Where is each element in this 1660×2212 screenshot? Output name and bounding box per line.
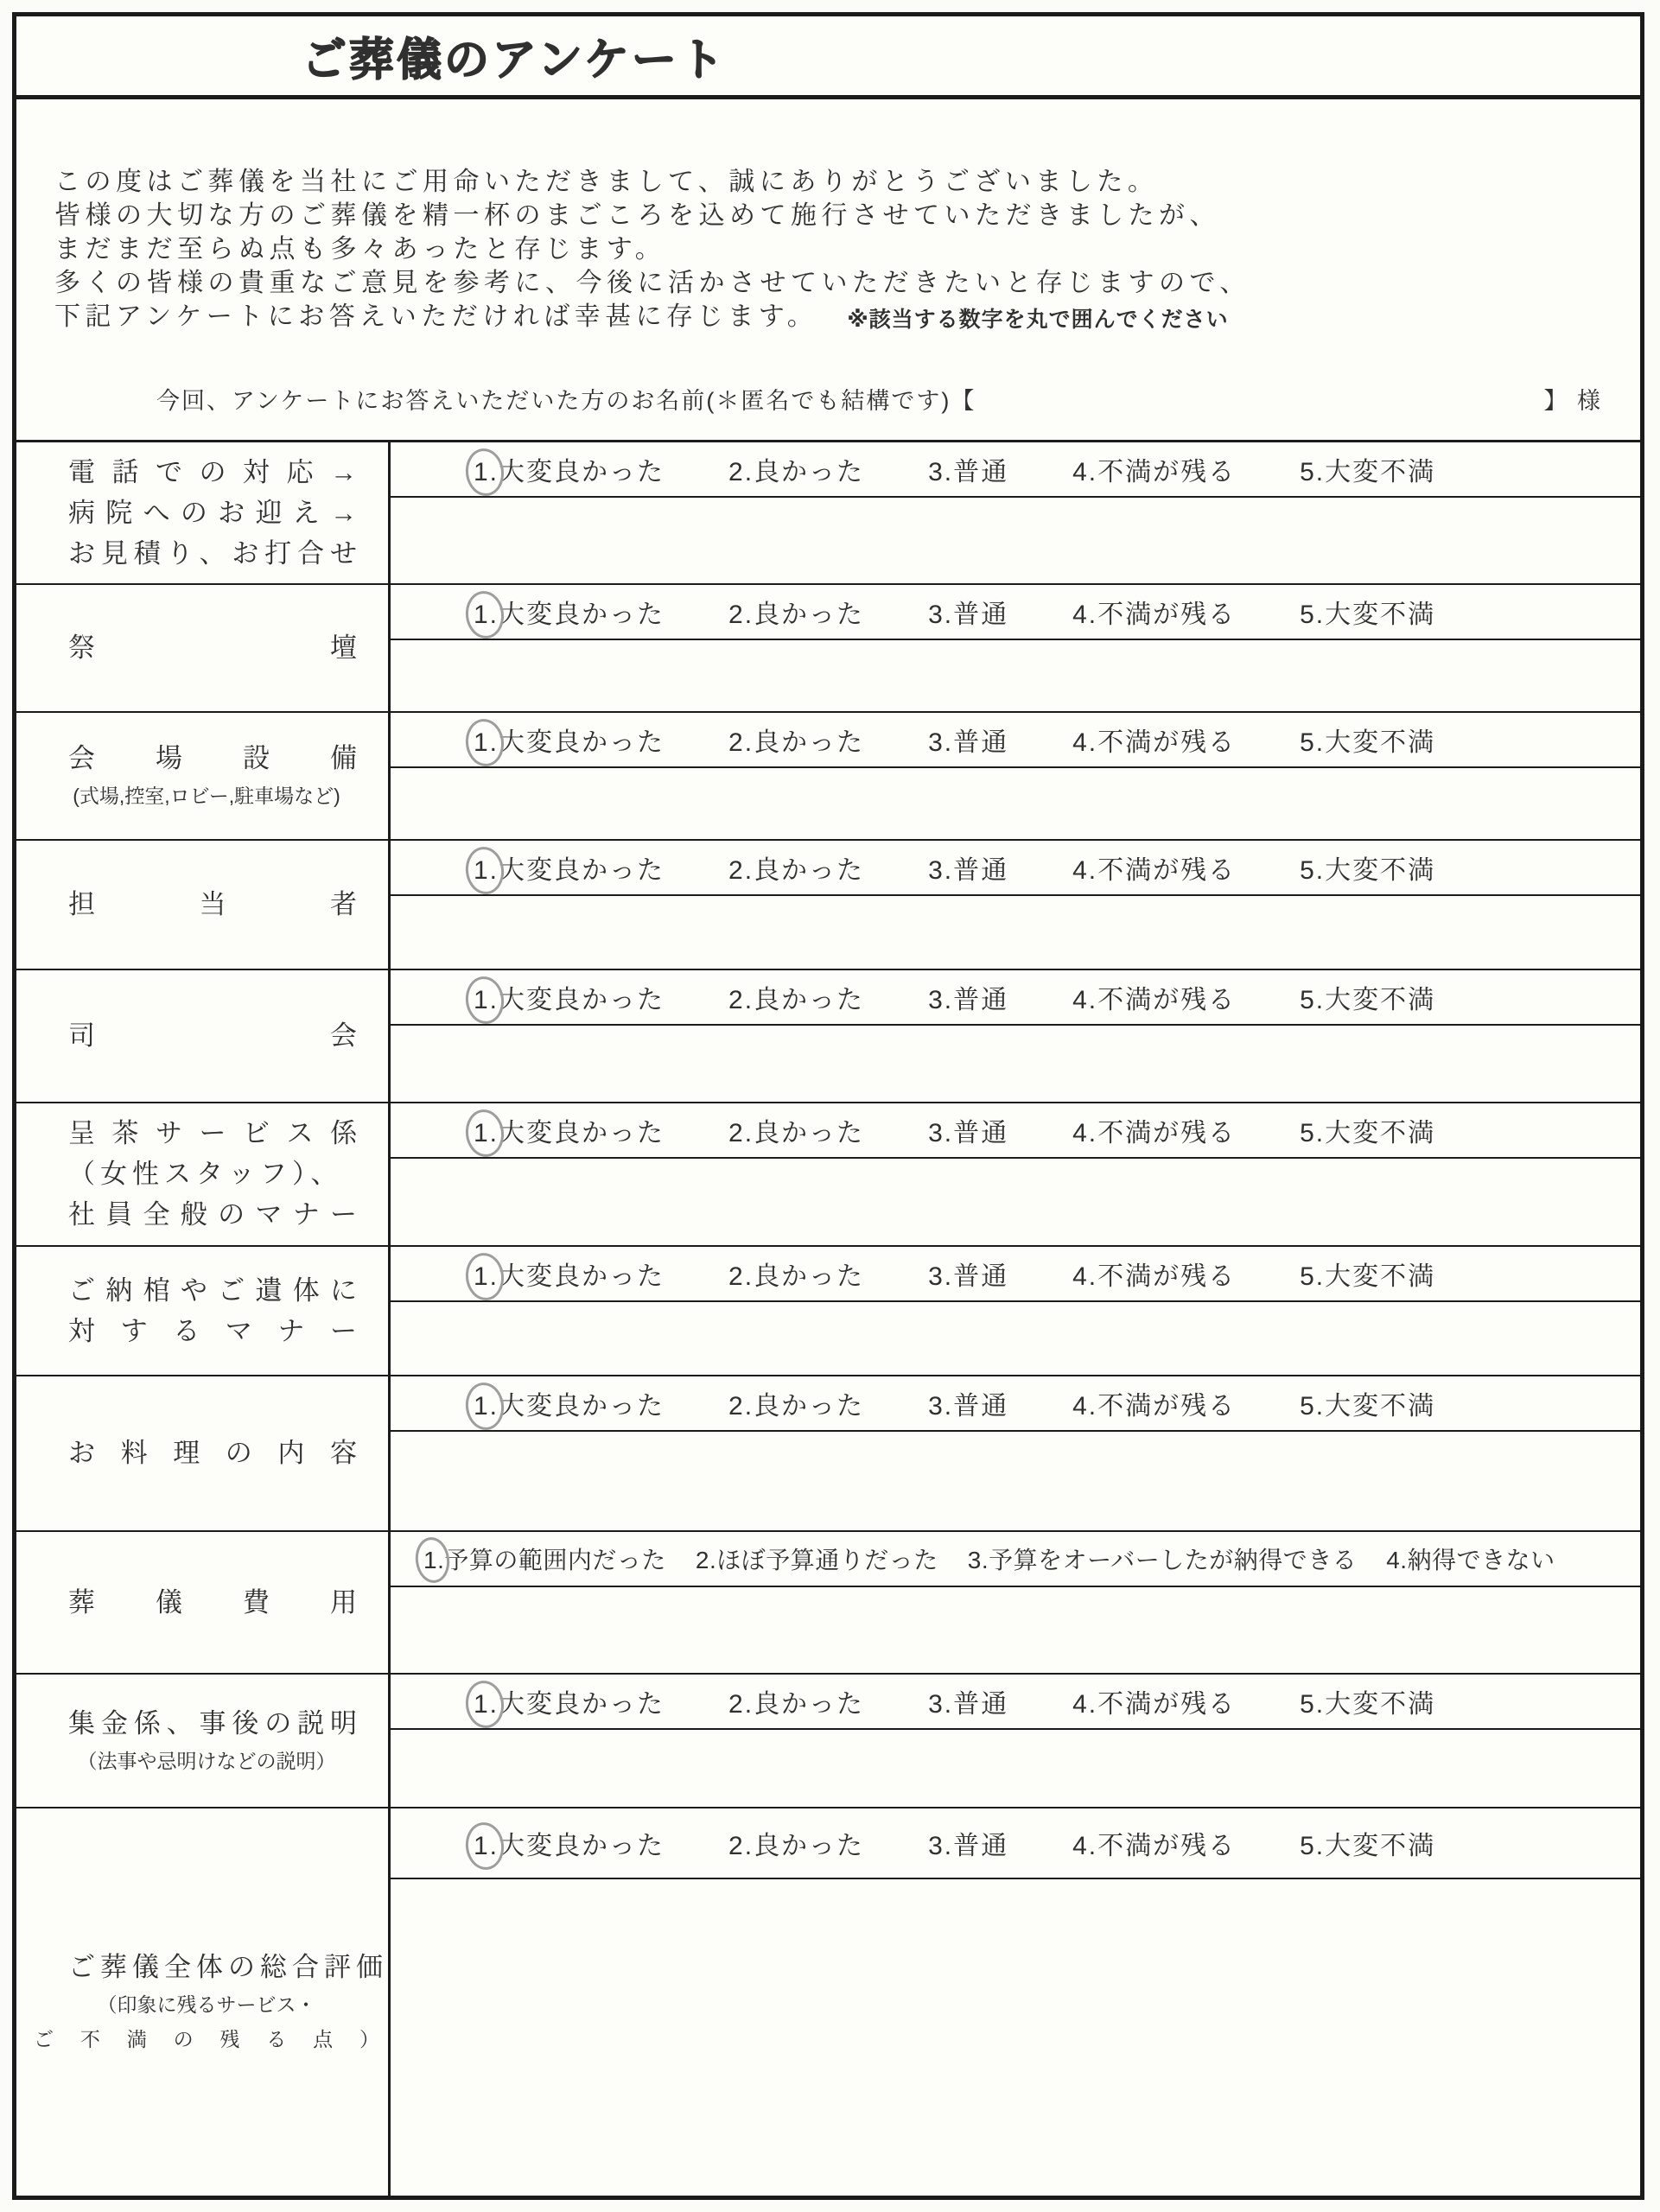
row-label-line: 病院へのお迎え→ — [68, 497, 357, 528]
name-line — [156, 382, 1606, 416]
options-row — [391, 713, 1640, 768]
option-1[interactable] — [423, 1541, 666, 1576]
answer-space[interactable] — [391, 1026, 1640, 1102]
row-label-cell — [16, 1808, 391, 2196]
option-4[interactable] — [1072, 1111, 1236, 1149]
options-row — [391, 1532, 1640, 1587]
option-number: 4. — [1072, 1392, 1098, 1421]
table-row — [16, 1675, 1640, 1808]
option-label: 不満が残る — [1097, 986, 1237, 1014]
option-number-circled: 1. — [474, 1690, 499, 1719]
option-label: 普通 — [953, 601, 1009, 629]
option-number: 4. — [1386, 1547, 1408, 1573]
option-number: 2. — [728, 458, 754, 486]
option-number: 2. — [728, 601, 754, 629]
option-2[interactable] — [696, 1541, 938, 1576]
option-label: 大変不満 — [1325, 856, 1436, 885]
survey-table — [16, 442, 1640, 2196]
option-label: 不満が残る — [1097, 1392, 1237, 1421]
intro-line: 下記アンケートにお答えいただければ幸甚に存じます。 ※該当する数字を丸で囲んでください — [54, 302, 1229, 332]
option-5[interactable] — [1300, 1384, 1435, 1422]
option-number: 2. — [695, 1547, 717, 1573]
option-number-circled: 1. — [474, 1262, 499, 1291]
option-number: 4. — [1072, 728, 1098, 757]
option-5[interactable] — [1300, 978, 1435, 1016]
options-row — [391, 1808, 1640, 1879]
option-label: 不満が残る — [1097, 728, 1237, 757]
row-label-line: 電話での対応→ — [68, 456, 357, 487]
option-label: 大変良かった — [499, 1832, 665, 1860]
option-label: 大変良かった — [499, 728, 665, 757]
option-number-circled: 1. — [474, 856, 499, 885]
table-row — [16, 713, 1640, 841]
intro-section — [16, 99, 1640, 442]
option-label: 不満が残る — [1097, 1832, 1237, 1860]
option-label: 大変不満 — [1325, 1392, 1436, 1421]
option-number: 3. — [928, 458, 954, 486]
option-number: 4. — [1072, 856, 1098, 885]
row-answer-cell — [391, 841, 1640, 969]
row-label-cell — [16, 841, 391, 969]
option-5[interactable] — [1300, 593, 1435, 631]
option-number-circled: 1. — [474, 728, 499, 757]
option-2[interactable] — [728, 1384, 864, 1422]
option-3[interactable] — [928, 849, 1008, 887]
option-label: ほぼ予算通りだった — [716, 1547, 938, 1573]
answer-space[interactable] — [391, 768, 1640, 839]
row-answer-cell — [391, 585, 1640, 711]
option-2[interactable] — [728, 721, 864, 759]
row-label-cell — [16, 1532, 391, 1673]
option-1[interactable] — [474, 1682, 665, 1720]
table-row — [16, 1532, 1640, 1675]
row-label-cell — [16, 442, 391, 583]
option-label: 大変良かった — [499, 1119, 665, 1147]
option-label: 普通 — [953, 1392, 1009, 1421]
row-label-line: 呈茶サービス係 — [68, 1118, 357, 1148]
option-label: 普通 — [953, 1832, 1009, 1860]
option-label: 良かった — [754, 856, 865, 885]
option-label: 大変良かった — [499, 601, 665, 629]
option-label: 大変不満 — [1325, 986, 1436, 1014]
option-number: 5. — [1300, 458, 1326, 486]
option-number: 2. — [728, 986, 754, 1014]
title-bar — [16, 16, 1640, 99]
option-1[interactable] — [474, 1824, 665, 1862]
option-number-circled: 1. — [423, 1547, 445, 1573]
circle-note: ※該当する数字を丸で囲んでください — [847, 308, 1229, 332]
option-number: 4. — [1072, 986, 1098, 1014]
option-label: 大変不満 — [1325, 1262, 1436, 1291]
intro-line: この度はご葬儀を当社にご用命いただきまして、誠にありがとうございました。 — [54, 168, 1159, 196]
option-number: 3. — [928, 1690, 954, 1719]
table-row — [16, 841, 1640, 970]
option-number-circled: 1. — [474, 1392, 499, 1421]
option-4[interactable] — [1386, 1541, 1555, 1576]
row-label-cell — [16, 585, 391, 711]
row-label-line: 祭壇 — [68, 632, 357, 663]
row-label-line: ご葬儀全体の総合評価 — [68, 1952, 388, 1982]
name-prompt: 今回、アンケートにお答えいただいた方のお名前(＊匿名でも結構です)【 — [156, 388, 976, 414]
option-label: 不満が残る — [1097, 1690, 1237, 1719]
option-3[interactable] — [928, 1111, 1008, 1149]
answer-space[interactable] — [391, 1159, 1640, 1245]
option-label: 良かった — [754, 1832, 865, 1860]
intro-line: 多くの皆様の貴重なご意見を参考に、今後に活かさせていただきたいと存じますので、 — [54, 269, 1250, 297]
answer-space[interactable] — [391, 1879, 1640, 2196]
option-5[interactable] — [1300, 721, 1435, 759]
option-label: 大変不満 — [1325, 458, 1436, 486]
row-label-cell — [16, 1103, 391, 1245]
intro-line: 皆様の大切な方のご葬儀を精一杯のまごころを込めて施行させていただきましたが、 — [54, 201, 1220, 230]
option-label: 大変良かった — [499, 856, 665, 885]
option-number: 3. — [928, 1392, 954, 1421]
answer-space[interactable] — [391, 640, 1640, 711]
option-label: 不満が残る — [1097, 1119, 1237, 1147]
row-answer-cell — [391, 970, 1640, 1102]
option-1[interactable] — [474, 1255, 665, 1293]
option-label: 不満が残る — [1097, 1262, 1237, 1291]
options-row — [391, 970, 1640, 1026]
option-4[interactable] — [1072, 1824, 1236, 1862]
table-row — [16, 1103, 1640, 1247]
option-2[interactable] — [728, 1255, 864, 1293]
option-1[interactable] — [474, 1111, 665, 1149]
row-label-line: 葬儀費用 — [68, 1586, 357, 1618]
table-row — [16, 970, 1640, 1103]
answer-space[interactable] — [391, 498, 1640, 583]
row-label-line: 社員全般のマナー — [68, 1199, 357, 1230]
option-1[interactable] — [474, 721, 665, 759]
option-number: 5. — [1300, 986, 1326, 1014]
row-label-cell — [16, 1376, 391, 1530]
option-number: 5. — [1300, 1690, 1326, 1719]
answer-space[interactable] — [391, 1730, 1640, 1807]
option-number: 2. — [728, 1262, 754, 1291]
option-2[interactable] — [728, 593, 864, 631]
row-label-cell — [16, 970, 391, 1102]
option-number: 4. — [1072, 1262, 1098, 1291]
survey-form-sheet — [12, 12, 1644, 2200]
option-number: 2. — [728, 1832, 754, 1860]
option-2[interactable] — [728, 849, 864, 887]
option-number: 4. — [1072, 1119, 1098, 1147]
option-4[interactable] — [1072, 978, 1236, 1016]
option-label: 予算をオーバーしたが納得できる — [989, 1547, 1358, 1573]
option-1[interactable] — [474, 849, 665, 887]
row-label-line: 担当者 — [68, 889, 357, 919]
row-label-line: ご不満の残る点） — [34, 2028, 379, 2050]
option-3[interactable] — [928, 1384, 1008, 1422]
option-number-circled: 1. — [474, 458, 499, 486]
option-number: 3. — [928, 601, 954, 629]
option-2[interactable] — [728, 1682, 864, 1720]
answer-space[interactable] — [391, 1587, 1640, 1673]
row-answer-cell — [391, 442, 1640, 583]
option-5[interactable] — [1300, 849, 1435, 887]
option-1[interactable] — [474, 1384, 665, 1422]
option-number: 3. — [967, 1547, 989, 1573]
option-label: 普通 — [953, 728, 1009, 757]
option-number: 4. — [1072, 458, 1098, 486]
option-label: 普通 — [953, 1119, 1009, 1147]
option-number: 3. — [928, 728, 954, 757]
option-3[interactable] — [928, 593, 1008, 631]
option-label: 普通 — [953, 986, 1009, 1014]
option-number: 5. — [1300, 1119, 1326, 1147]
option-number: 3. — [928, 1119, 954, 1147]
option-5[interactable] — [1300, 450, 1435, 488]
option-number: 3. — [928, 1262, 954, 1291]
row-answer-cell — [391, 1808, 1640, 2196]
row-answer-cell — [391, 713, 1640, 839]
option-3[interactable] — [928, 1824, 1008, 1862]
option-label: 良かった — [754, 458, 865, 486]
option-label: 大変不満 — [1325, 1832, 1436, 1860]
option-label: 大変不満 — [1325, 1690, 1436, 1719]
option-label: 良かった — [754, 601, 865, 629]
intro-line: まだまだ至らぬ点も多々あったと存じます。 — [54, 235, 666, 264]
option-label: 不満が残る — [1097, 601, 1237, 629]
table-row — [16, 1247, 1640, 1376]
intro-paragraph — [54, 165, 1614, 337]
option-label: 大変不満 — [1325, 728, 1436, 757]
option-label: 良かった — [754, 1119, 865, 1147]
option-2[interactable] — [728, 1111, 864, 1149]
row-answer-cell — [391, 1247, 1640, 1375]
option-4[interactable] — [1072, 1255, 1236, 1293]
table-row — [16, 1808, 1640, 2196]
row-answer-cell — [391, 1532, 1640, 1673]
row-label-line: お見積り、お打合せ — [68, 537, 357, 569]
option-number: 2. — [728, 728, 754, 757]
option-number: 5. — [1300, 1262, 1326, 1291]
answer-space[interactable] — [391, 1432, 1640, 1530]
answer-space[interactable] — [391, 1302, 1640, 1375]
option-number: 2. — [728, 1690, 754, 1719]
row-label-line: 対するマナー — [68, 1315, 357, 1346]
option-4[interactable] — [1072, 593, 1236, 631]
option-number: 2. — [728, 856, 754, 885]
option-label: 不満が残る — [1097, 458, 1237, 486]
option-5[interactable] — [1300, 1682, 1435, 1720]
option-5[interactable] — [1300, 1111, 1435, 1149]
answer-space[interactable] — [391, 896, 1640, 969]
option-number: 3. — [928, 1832, 954, 1860]
page-title: ご葬儀のアンケート — [302, 35, 727, 86]
option-number: 5. — [1300, 728, 1326, 757]
row-label-line: (式場,控室,ロビー,駐車場など) — [73, 785, 340, 807]
option-2[interactable] — [728, 450, 864, 488]
row-label-line: （女性スタッフ）、 — [68, 1159, 343, 1189]
row-label-line: お料理の内容 — [68, 1438, 357, 1468]
row-label-cell — [16, 1247, 391, 1375]
option-number: 4. — [1072, 1832, 1098, 1860]
option-label: 良かった — [754, 986, 865, 1014]
options-row — [391, 585, 1640, 640]
row-answer-cell — [391, 1675, 1640, 1807]
option-number: 4. — [1072, 601, 1098, 629]
row-label-line: （印象に残るサービス・ — [97, 1993, 316, 2016]
option-1[interactable] — [474, 450, 665, 488]
option-5[interactable] — [1300, 1824, 1435, 1862]
option-number: 2. — [728, 1119, 754, 1147]
option-number-circled: 1. — [474, 601, 499, 629]
option-label: 大変良かった — [499, 1392, 665, 1421]
option-label: 大変良かった — [499, 1262, 665, 1291]
option-number: 3. — [928, 856, 954, 885]
option-3[interactable] — [928, 1255, 1008, 1293]
option-3[interactable] — [968, 1541, 1357, 1576]
table-row — [16, 1376, 1640, 1532]
row-answer-cell — [391, 1376, 1640, 1530]
option-2[interactable] — [728, 978, 864, 1016]
option-label: 普通 — [953, 856, 1009, 885]
row-label-line: 集金係、事後の説明 — [68, 1707, 357, 1738]
option-3[interactable] — [928, 450, 1008, 488]
option-number: 2. — [728, 1392, 754, 1421]
row-label-cell — [16, 1675, 391, 1807]
option-2[interactable] — [728, 1824, 864, 1862]
option-3[interactable] — [928, 978, 1008, 1016]
row-label-line: （法事や忌明けなどの説明） — [77, 1749, 336, 1772]
options-row — [391, 442, 1640, 498]
row-label-line: ご納棺やご遺体に — [68, 1274, 357, 1306]
option-number-circled: 1. — [474, 1832, 499, 1860]
option-5[interactable] — [1300, 1255, 1435, 1293]
option-label: 普通 — [953, 1690, 1009, 1719]
option-1[interactable] — [474, 978, 665, 1016]
options-row — [391, 841, 1640, 896]
options-row — [391, 1675, 1640, 1730]
option-label: 大変良かった — [499, 1690, 665, 1719]
option-number-circled: 1. — [474, 1119, 499, 1147]
option-label: 良かった — [754, 1690, 865, 1719]
option-label: 大変不満 — [1325, 1119, 1436, 1147]
option-label: 良かった — [754, 1392, 865, 1421]
option-label: 普通 — [953, 458, 1009, 486]
row-label-line: 司会 — [68, 1020, 357, 1051]
option-3[interactable] — [928, 1682, 1008, 1720]
option-number: 5. — [1300, 1832, 1326, 1860]
options-row — [391, 1376, 1640, 1432]
option-label: 良かった — [754, 728, 865, 757]
name-suffix: 】 様 — [1543, 388, 1602, 414]
option-label: 良かった — [754, 1262, 865, 1291]
option-number-circled: 1. — [474, 986, 499, 1014]
table-row — [16, 442, 1640, 585]
option-label: 不満が残る — [1097, 856, 1237, 885]
option-number: 5. — [1300, 856, 1326, 885]
option-label: 大変良かった — [499, 458, 665, 486]
option-4[interactable] — [1072, 849, 1236, 887]
option-label: 大変良かった — [499, 986, 665, 1014]
option-number: 3. — [928, 986, 954, 1014]
option-number: 4. — [1072, 1690, 1098, 1719]
option-label: 大変不満 — [1325, 601, 1436, 629]
option-label: 予算の範囲内だった — [444, 1547, 666, 1573]
option-4[interactable] — [1072, 1384, 1236, 1422]
row-answer-cell — [391, 1103, 1640, 1245]
table-row — [16, 585, 1640, 713]
option-label: 普通 — [953, 1262, 1009, 1291]
options-row — [391, 1247, 1640, 1302]
option-label: 納得できない — [1407, 1547, 1555, 1573]
option-4[interactable] — [1072, 1682, 1236, 1720]
row-label-cell — [16, 713, 391, 839]
option-3[interactable] — [928, 721, 1008, 759]
option-4[interactable] — [1072, 450, 1236, 488]
row-label-line: 会場設備 — [68, 743, 357, 773]
options-row — [391, 1103, 1640, 1159]
option-1[interactable] — [474, 593, 665, 631]
option-number: 5. — [1300, 1392, 1326, 1421]
option-4[interactable] — [1072, 721, 1236, 759]
option-number: 5. — [1300, 601, 1326, 629]
